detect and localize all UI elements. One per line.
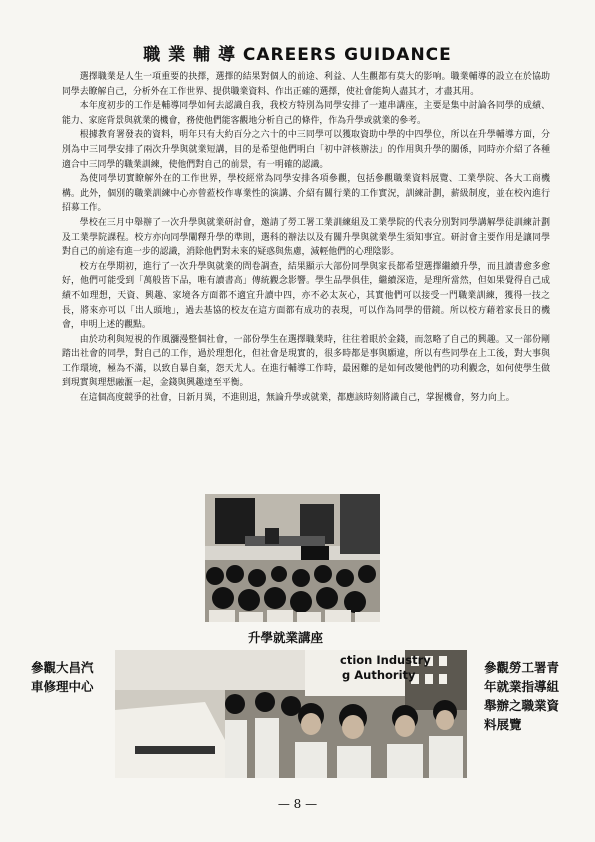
paragraph: 根據教育署發表的資料，明年只有大約百分之六十的中三同學可以獲取資助中學的中四學位，所以在升學輔導方面，分別為中三同學安排了兩次升學與就業短講，目的是希望他們明白「初中評核辦法」的作用與升學的關係，同時亦介紹了各種適合中三同學的職業訓練，使他們對自己的前景，有一明確的認識。 <box>62 130 550 170</box>
right-caption: 參觀勞工署青 年就業指導組 舉辦之職業資 料展覽 <box>484 660 560 732</box>
seminar-caption: 升學就業講座 <box>248 630 324 645</box>
paragraph: 選擇職業是人生一項重要的抉擇，選擇的結果對個人的前途、利益、人生觀都有莫大的影响。職業輔導的設立在於協助同學去瞭解自己，分析外在工作世界、提供職業資料、作出正確的選擇，使社會能夠人盡其才，才盡其用。 <box>62 72 550 97</box>
paragraph: 學校在三月中舉辦了一次升學與就業研討會，邀請了勞工署工業訓練組及工業學院的代表分別對同學講解學徒訓練計劃及工業學院課程。校方亦向同學闡釋升學的準則，選科的辦法以及有關升學與就業學生須知事宜。研討會主要作用是讓同學對自己的前途有進一步的認識，消除他們對未來的疑惑與焦慮，減輕他們的心理陰影。 <box>62 217 550 258</box>
paragraph: 為使同學切實瞭解外在的工作世界，學校經常為同學安排各項參觀，包括參觀職業資料展覽、工業學院、各大工商機構。此外，個別的職業訓練中心亦曾蒞校作專業性的演講、介紹有關行業的工作實況，訓練計劃，薪級制度，並在校內進行招募工作。 <box>62 174 550 214</box>
paragraph: 由於功利與短視的作風瀰漫整個社會，一部份學生在選擇職業時，往往着眼於金錢，而忽略了自己的興趣。又一部份剛踏出社會的同學，對自己的工作，過於理想化，但社會是現實的，很多時都是事與願違，所以有些同學在上工後，對大事與工作環境，極為不滿，以致自暴自棄，怨天尤人。在進行輔導工作時，最困難的是如何改變他們的功利觀念，如何使學生做到現實與理想融滙一起，金錢與興趣達至平衡。 <box>62 334 550 389</box>
paragraph: 在這個高度競爭的社會，日新月異，不進則退，無論升學或就業，都應該時刻將識自己，掌握機會，努力向上。 <box>79 393 515 404</box>
exhibition-photo <box>115 650 467 778</box>
paragraph: 校方在學期初，進行了一次升學與就業的問卷調查，結果顯示大部份同學與家長都希望選擇繼續升學，而且讀書愈多愈好，他們可能受到「萬般皆下品，唯有讀書高」傳統觀念影響。學生品學俱佳，繼續深造，是理所當然，但如果覺得自己成績不如理想，天資、興趣、家境各方面都不適宜升讀中四，亦不必太灰心，其實他們可以接受一門職業訓練，獲得一技之長，將來亦可以「出人頭地」，過去基協的校友在這方面都有成功的表現，可以作為同學的借鏡。所以校方藉着家長日的機會，申明上述的觀點。 <box>62 261 550 331</box>
sign-text: ction Industry g Authority <box>340 653 431 682</box>
page-number: — 8 — <box>277 797 318 811</box>
page-title: 職 業 輔 導 CAREERS GUIDANCE <box>143 45 452 65</box>
seminar-photo <box>205 494 380 622</box>
paragraph: 本年度初步的工作是輔導同學如何去認識自我，我校方特別為同學安排了一連串講座，主要是集中討論各同學的成績、能力、家庭背景與就業的機會，務使他們能客觀地分析自己的條件，作為升學或就業的參考。 <box>62 101 550 126</box>
left-caption: 參觀大昌汽 車修理中心 <box>31 660 94 694</box>
article-body <box>62 70 550 406</box>
